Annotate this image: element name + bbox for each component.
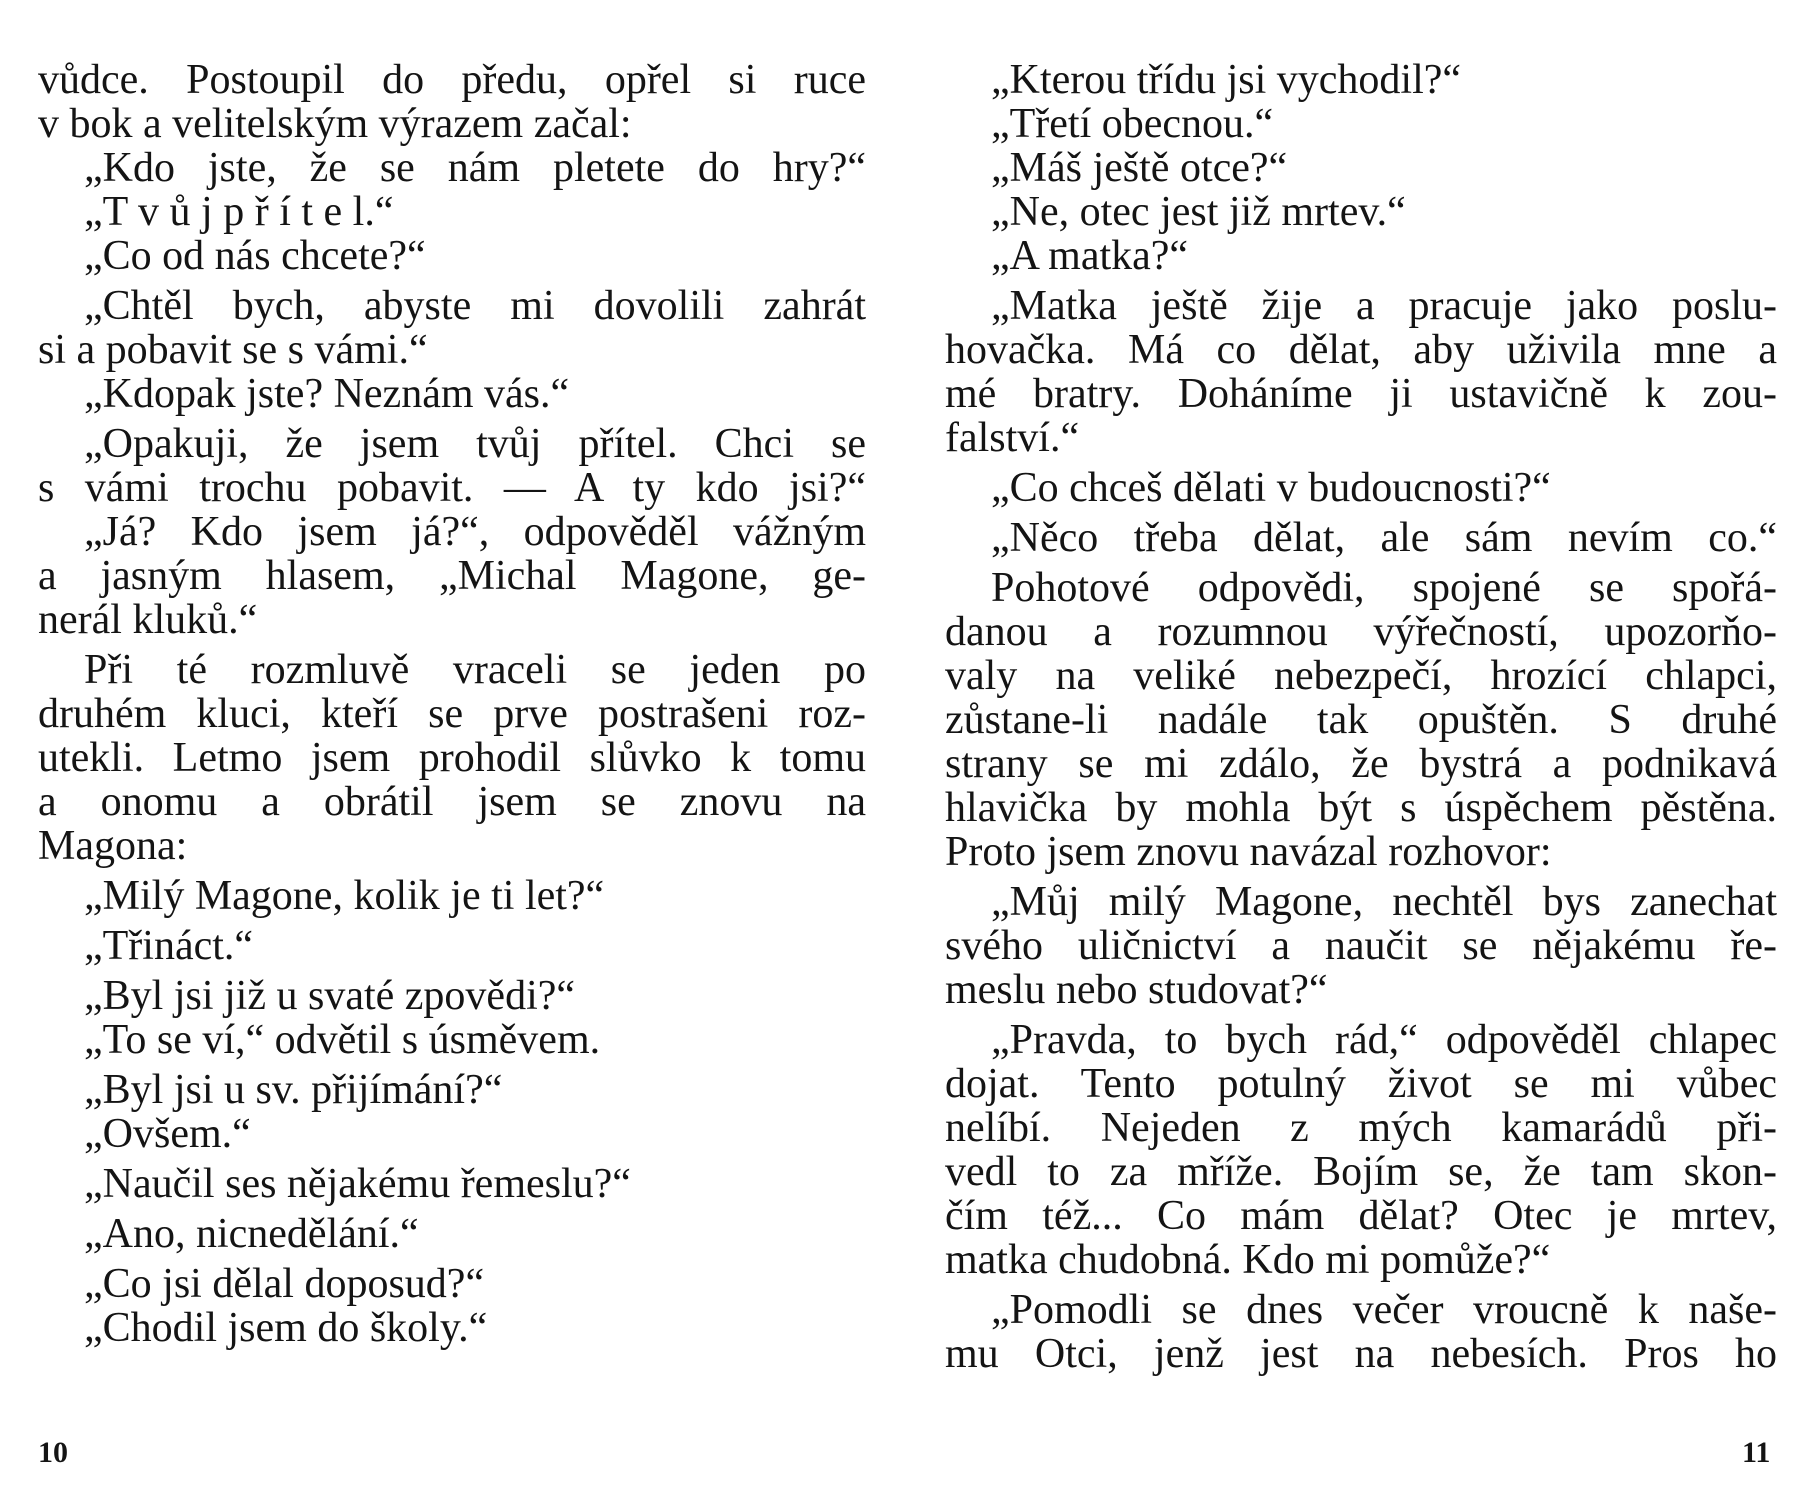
page-number-right: 11 — [1742, 1436, 1771, 1469]
text-line: matka chudobná. Kdo mi pomůže?“ — [945, 1237, 1551, 1283]
text-line: „Naučil ses nějakému řemeslu?“ — [84, 1161, 631, 1207]
text-line: „A matka?“ — [991, 233, 1189, 279]
text-line: „Třetí obecnou.“ — [991, 101, 1274, 147]
text-line: hlavička by mohla být s úspěchem pěstěna. — [945, 785, 1777, 831]
text-line: mé bratry. Doháníme ji ustavičně k zou- — [945, 371, 1777, 417]
text-line: vedl to za mříže. Bojím se, že tam skon- — [945, 1149, 1777, 1195]
text-line: hovačka. Má co dělat, aby uživila mne a — [945, 327, 1777, 373]
text-line: „Co od nás chcete?“ — [84, 233, 426, 279]
text-line: čím též... Co mám dělat? Otec je mrtev, — [945, 1193, 1777, 1239]
text-line: „Můj milý Magone, nechtěl bys zanechat — [991, 879, 1777, 925]
text-line: a jasným hlasem, „Michal Magone, ge- — [38, 553, 866, 599]
text-line: zůstane-li nadále tak opuštěn. S druhé — [945, 697, 1777, 743]
text-line: „Ovšem.“ — [84, 1111, 251, 1157]
text-line: a onomu a obrátil jsem se znovu na — [38, 779, 866, 825]
text-line: „Co chceš dělati v budoucnosti?“ — [991, 465, 1551, 511]
text-line: Proto jsem znovu navázal rozhovor: — [945, 829, 1552, 875]
text-line: „Kdo jste, že se nám pletete do hry?“ — [84, 145, 866, 191]
text-line: „Matka ještě žije a pracuje jako poslu- — [991, 283, 1777, 329]
page-number-left: 10 — [38, 1436, 68, 1469]
text-line: nelíbí. Nejeden z mých kamarádů při- — [945, 1105, 1777, 1151]
text-line: svého uličnictví a naučit se nějakému ře- — [945, 923, 1777, 969]
text-line: „T v ů j p ř í t e l.“ — [84, 189, 394, 235]
text-line: „Máš ještě otce?“ — [991, 145, 1288, 191]
text-line: vůdce. Postoupil do předu, opřel si ruce — [38, 57, 866, 103]
text-line: „Milý Magone, kolik je ti let?“ — [84, 873, 605, 919]
text-line: Při té rozmluvě vraceli se jeden po — [84, 647, 866, 693]
text-line: utekli. Letmo jsem prohodil slůvko k tomu — [38, 735, 866, 781]
text-line: „To se ví,“ odvětil s úsměvem. — [84, 1017, 601, 1063]
text-line: „Kterou třídu jsi vychodil?“ — [991, 57, 1462, 103]
text-line: „Opakuji, že jsem tvůj přítel. Chci se — [84, 421, 866, 467]
text-line: s vámi trochu pobavit. — A ty kdo jsi?“ — [38, 465, 866, 511]
text-line: falství.“ — [945, 415, 1080, 461]
text-line: strany se mi zdálo, že bystrá a podnikavá — [945, 741, 1777, 787]
text-line: meslu nebo studovat?“ — [945, 967, 1328, 1013]
text-line: „Chtěl bych, abyste mi dovolili zahrát — [84, 283, 866, 329]
text-line: si a pobavit se s vámi.“ — [38, 327, 428, 373]
text-line: „Ano, nicnedělání.“ — [84, 1211, 419, 1257]
text-line: „Pravda, to bych rád,“ odpověděl chlapec — [991, 1017, 1777, 1063]
text-line: Pohotové odpovědi, spojené se spořá- — [991, 565, 1777, 611]
text-line: „Ne, otec jest již mrtev.“ — [991, 189, 1406, 235]
text-line: „Já? Kdo jsem já?“, odpověděl vážným — [84, 509, 866, 555]
text-line: mu Otci, jenž jest na nebesích. Pros ho — [945, 1331, 1777, 1377]
text-line: v bok a velitelským výrazem začal: — [38, 101, 632, 147]
text-line: dojat. Tento potulný život se mi vůbec — [945, 1061, 1777, 1107]
right-page — [945, 58, 1777, 1376]
text-line: danou a rozumnou výřečností, upozorňo- — [945, 609, 1777, 655]
text-line: Magona: — [38, 823, 188, 869]
text-line: „Chodil jsem do školy.“ — [84, 1305, 488, 1351]
text-line: „Pomodli se dnes večer vroucně k naše- — [991, 1287, 1777, 1333]
text-line: nerál kluků.“ — [38, 597, 258, 643]
text-line: „Kdopak jste? Neznám vás.“ — [84, 371, 570, 417]
text-line: „Něco třeba dělat, ale sám nevím co.“ — [991, 515, 1777, 561]
text-line: „Co jsi dělal doposud?“ — [84, 1261, 485, 1307]
text-line: druhém kluci, kteří se prve postrašeni roz- — [38, 691, 866, 737]
text-line: valy na veliké nebezpečí, hrozící chlapci, — [945, 653, 1777, 699]
text-line: „Byl jsi u sv. přijímání?“ — [84, 1067, 503, 1113]
left-page — [38, 58, 866, 1350]
text-line: „Byl jsi již u svaté zpovědi?“ — [84, 973, 576, 1019]
text-line: „Třináct.“ — [84, 923, 254, 969]
